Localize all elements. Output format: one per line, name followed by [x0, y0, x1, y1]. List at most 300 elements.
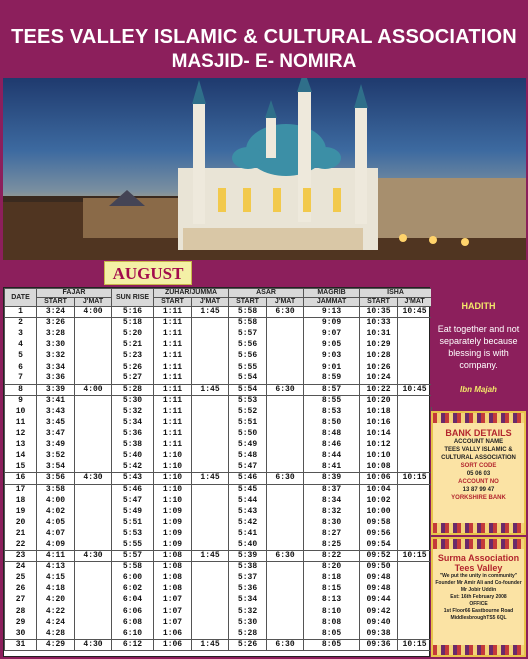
cell-date: 16: [5, 473, 37, 484]
cell-sunrise: 5:30: [112, 395, 154, 406]
cell-isha-jmat: [398, 429, 432, 440]
cell-fajar-jmat: 4:30: [75, 473, 112, 484]
cell-asar-jmat: [267, 395, 304, 406]
cell-fajar-jmat: [75, 484, 112, 495]
cell-fajar-start: 4:20: [37, 595, 75, 606]
header-isha: ISHA: [360, 289, 432, 298]
side-panel: [431, 287, 526, 657]
cell-isha-jmat: [398, 362, 432, 373]
cell-zuhar-start: 1:11: [154, 307, 192, 318]
cell-magrib-jammat: 9:13: [304, 307, 360, 318]
cell-asar-start: 5:39: [229, 551, 267, 562]
cell-date: 3: [5, 329, 37, 340]
cell-fajar-jmat: [75, 562, 112, 573]
cell-fajar-start: 4:18: [37, 584, 75, 595]
subheader-start: START: [154, 298, 192, 307]
cell-isha-jmat: [398, 506, 432, 517]
hadith-text: Eat together and not separately because blessing is with company.: [437, 324, 520, 370]
cell-zuhar-jmat: [192, 440, 229, 451]
account-no-label: ACCOUNT NO: [458, 479, 499, 485]
cell-zuhar-jmat: 1:45: [192, 384, 229, 395]
cell-isha-jmat: 10:45: [398, 307, 432, 318]
cell-asar-jmat: 6:30: [267, 551, 304, 562]
cell-date: 20: [5, 517, 37, 528]
prayer-times-table: [4, 288, 432, 651]
cell-date: 5: [5, 351, 37, 362]
cell-date: 18: [5, 495, 37, 506]
cell-asar-start: 5:32: [229, 606, 267, 617]
cell-isha-jmat: [398, 395, 432, 406]
hadith-source: Ibn Majah: [460, 385, 497, 394]
cell-isha-jmat: [398, 484, 432, 495]
table-row: [5, 417, 432, 428]
cell-zuhar-start: 1:11: [154, 406, 192, 417]
table-row: [5, 384, 432, 395]
cell-isha-jmat: [398, 573, 432, 584]
table-row: [5, 606, 432, 617]
cell-asar-start: 5:54: [229, 373, 267, 384]
cell-isha-start: 10:18: [360, 406, 398, 417]
cell-zuhar-jmat: [192, 329, 229, 340]
month-label: AUGUST: [104, 261, 192, 285]
cell-isha-start: 09:36: [360, 639, 398, 650]
table-row: [5, 551, 432, 562]
cell-date: 14: [5, 451, 37, 462]
cell-asar-start: 5:42: [229, 517, 267, 528]
cell-sunrise: 5:46: [112, 484, 154, 495]
cell-zuhar-jmat: [192, 495, 229, 506]
cell-zuhar-start: 1:10: [154, 462, 192, 473]
cell-date: 7: [5, 373, 37, 384]
cell-date: 2: [5, 318, 37, 329]
cell-fajar-start: 4:07: [37, 528, 75, 539]
cell-zuhar-start: 1:06: [154, 639, 192, 650]
surma-motto: "We put the unity in community": [439, 573, 518, 579]
surma-address-2: MiddlesbroughTS5 6QL: [450, 615, 507, 621]
cell-asar-start: 5:26: [229, 639, 267, 650]
cell-zuhar-jmat: [192, 573, 229, 584]
cell-magrib-jammat: 8:57: [304, 384, 360, 395]
cell-sunrise: 5:36: [112, 429, 154, 440]
cell-fajar-jmat: [75, 440, 112, 451]
cell-fajar-start: 4:11: [37, 551, 75, 562]
cell-isha-jmat: [398, 495, 432, 506]
cell-fajar-start: 4:15: [37, 573, 75, 584]
cell-isha-jmat: [398, 351, 432, 362]
cell-asar-jmat: [267, 417, 304, 428]
cell-zuhar-jmat: [192, 617, 229, 628]
cell-asar-jmat: [267, 562, 304, 573]
cell-fajar-jmat: [75, 451, 112, 462]
cell-isha-jmat: [398, 617, 432, 628]
cell-zuhar-start: 1:11: [154, 395, 192, 406]
cell-fajar-jmat: [75, 528, 112, 539]
cell-asar-start: 5:55: [229, 362, 267, 373]
cell-sunrise: 5:58: [112, 562, 154, 573]
subheader-start: START: [229, 298, 267, 307]
cell-zuhar-jmat: [192, 595, 229, 606]
table-row: [5, 451, 432, 462]
cell-fajar-jmat: [75, 318, 112, 329]
cell-sunrise: 5:47: [112, 495, 154, 506]
cell-isha-start: 10:24: [360, 373, 398, 384]
cell-zuhar-jmat: [192, 462, 229, 473]
cell-sunrise: 6:08: [112, 617, 154, 628]
cell-sunrise: 5:49: [112, 506, 154, 517]
cell-isha-jmat: 10:15: [398, 473, 432, 484]
cell-date: 27: [5, 595, 37, 606]
cell-isha-jmat: [398, 417, 432, 428]
table-row: [5, 351, 432, 362]
cell-fajar-start: 4:00: [37, 495, 75, 506]
cell-fajar-jmat: [75, 429, 112, 440]
cell-asar-start: 5:49: [229, 440, 267, 451]
subheader-jmat: J'MAT: [398, 298, 432, 307]
cell-date: 6: [5, 362, 37, 373]
cell-fajar-jmat: [75, 351, 112, 362]
cell-sunrise: 5:40: [112, 451, 154, 462]
cell-sunrise: 5:26: [112, 362, 154, 373]
cell-magrib-jammat: 9:07: [304, 329, 360, 340]
cell-fajar-start: 3:52: [37, 451, 75, 462]
cell-asar-jmat: 6:30: [267, 384, 304, 395]
cell-magrib-jammat: 8:30: [304, 517, 360, 528]
cell-zuhar-jmat: 1:45: [192, 551, 229, 562]
cell-isha-start: 10:26: [360, 362, 398, 373]
cell-date: 10: [5, 406, 37, 417]
cell-zuhar-start: 1:11: [154, 362, 192, 373]
cell-zuhar-start: 1:11: [154, 384, 192, 395]
cell-magrib-jammat: 9:03: [304, 351, 360, 362]
cell-asar-jmat: [267, 329, 304, 340]
cell-zuhar-jmat: [192, 562, 229, 573]
cell-asar-start: 5:30: [229, 617, 267, 628]
table-row: [5, 329, 432, 340]
cell-isha-jmat: [398, 406, 432, 417]
decorative-border: [433, 539, 524, 549]
cell-zuhar-jmat: [192, 362, 229, 373]
cell-asar-jmat: [267, 440, 304, 451]
cell-date: 15: [5, 462, 37, 473]
cell-isha-start: 09:40: [360, 617, 398, 628]
cell-fajar-start: 3:41: [37, 395, 75, 406]
subheader-jmat: J'MAT: [75, 298, 112, 307]
cell-asar-jmat: [267, 506, 304, 517]
cell-zuhar-jmat: [192, 517, 229, 528]
cell-date: 8: [5, 384, 37, 395]
cell-asar-start: 5:50: [229, 429, 267, 440]
cell-isha-jmat: [398, 340, 432, 351]
table-row: [5, 395, 432, 406]
cell-magrib-jammat: 8:50: [304, 417, 360, 428]
cell-magrib-jammat: 8:27: [304, 528, 360, 539]
surma-founder: Founder Mr Amir Ali and Co-founder Mr Jobir Uddin: [435, 580, 522, 593]
cell-magrib-jammat: 8:39: [304, 473, 360, 484]
cell-zuhar-start: 1:08: [154, 562, 192, 573]
table-row: [5, 340, 432, 351]
table-row: [5, 506, 432, 517]
cell-isha-start: 10:08: [360, 462, 398, 473]
cell-sunrise: 5:38: [112, 440, 154, 451]
account-no: 13 87 99 47: [462, 487, 495, 493]
cell-fajar-jmat: [75, 329, 112, 340]
cell-sunrise: 6:04: [112, 595, 154, 606]
cell-fajar-start: 4:24: [37, 617, 75, 628]
cell-date: 28: [5, 606, 37, 617]
sort-code: 05 06 03: [466, 471, 491, 477]
cell-zuhar-jmat: [192, 340, 229, 351]
cell-isha-start: 10:33: [360, 318, 398, 329]
cell-fajar-start: 3:30: [37, 340, 75, 351]
cell-zuhar-start: 1:10: [154, 484, 192, 495]
cell-isha-start: 09:54: [360, 539, 398, 550]
cell-zuhar-start: 1:11: [154, 440, 192, 451]
table-row: [5, 639, 432, 650]
cell-date: 1: [5, 307, 37, 318]
cell-asar-jmat: [267, 484, 304, 495]
cell-asar-start: 5:58: [229, 307, 267, 318]
cell-zuhar-jmat: [192, 506, 229, 517]
cell-zuhar-start: 1:11: [154, 329, 192, 340]
cell-asar-start: 5:43: [229, 506, 267, 517]
cell-asar-jmat: [267, 351, 304, 362]
cell-fajar-jmat: [75, 406, 112, 417]
cell-zuhar-jmat: [192, 406, 229, 417]
cell-zuhar-jmat: [192, 351, 229, 362]
cell-fajar-start: 4:13: [37, 562, 75, 573]
cell-isha-jmat: 10:15: [398, 639, 432, 650]
header-date: DATE: [5, 289, 37, 307]
cell-fajar-start: 3:47: [37, 429, 75, 440]
cell-isha-start: 09:42: [360, 606, 398, 617]
cell-zuhar-start: 1:08: [154, 551, 192, 562]
surma-address-1: 1st Floor66 Eastbourne Road: [443, 608, 514, 614]
cell-asar-start: 5:58: [229, 318, 267, 329]
cell-asar-start: 5:52: [229, 406, 267, 417]
cell-date: 12: [5, 429, 37, 440]
cell-fajar-start: 3:49: [37, 440, 75, 451]
header-fajar: FAJAR: [37, 289, 112, 298]
cell-isha-jmat: 10:45: [398, 384, 432, 395]
cell-zuhar-start: 1:11: [154, 340, 192, 351]
cell-zuhar-jmat: [192, 417, 229, 428]
cell-asar-start: 5:40: [229, 539, 267, 550]
cell-isha-jmat: [398, 462, 432, 473]
cell-asar-jmat: [267, 462, 304, 473]
cell-fajar-start: 3:43: [37, 406, 75, 417]
cell-zuhar-jmat: 1:45: [192, 307, 229, 318]
cell-zuhar-start: 1:07: [154, 617, 192, 628]
table-row: [5, 628, 432, 639]
cell-isha-jmat: 10:15: [398, 551, 432, 562]
cell-isha-start: 10:12: [360, 440, 398, 451]
cell-magrib-jammat: 8:15: [304, 584, 360, 595]
account-name: TEES VALLY ISLAMIC & CULTURAL ASSOCIATION: [441, 447, 516, 461]
cell-magrib-jammat: 8:44: [304, 451, 360, 462]
cell-zuhar-start: 1:09: [154, 539, 192, 550]
cell-date: 25: [5, 573, 37, 584]
cell-zuhar-start: 1:08: [154, 584, 192, 595]
cell-sunrise: 5:16: [112, 307, 154, 318]
cell-fajar-start: 3:58: [37, 484, 75, 495]
cell-asar-jmat: [267, 617, 304, 628]
bank-name: YORKSHIRE BANK: [451, 495, 506, 501]
cell-asar-jmat: 6:30: [267, 307, 304, 318]
cell-zuhar-jmat: [192, 451, 229, 462]
cell-isha-jmat: [398, 373, 432, 384]
cell-asar-start: 5:37: [229, 573, 267, 584]
table-row: [5, 562, 432, 573]
header-asar: ASAR: [229, 289, 304, 298]
cell-isha-start: 10:04: [360, 484, 398, 495]
cell-zuhar-jmat: [192, 395, 229, 406]
cell-fajar-start: 3:32: [37, 351, 75, 362]
cell-isha-jmat: [398, 440, 432, 451]
cell-fajar-jmat: [75, 606, 112, 617]
cell-asar-start: 5:28: [229, 628, 267, 639]
cell-date: 19: [5, 506, 37, 517]
cell-fajar-start: 3:34: [37, 362, 75, 373]
cell-zuhar-start: 1:11: [154, 373, 192, 384]
cell-magrib-jammat: 8:41: [304, 462, 360, 473]
subheader-jammat: JAMMAT: [304, 298, 360, 307]
cell-asar-jmat: [267, 318, 304, 329]
cell-date: 30: [5, 628, 37, 639]
cell-sunrise: 5:42: [112, 462, 154, 473]
cell-date: 17: [5, 484, 37, 495]
cell-fajar-jmat: [75, 462, 112, 473]
cell-zuhar-jmat: [192, 584, 229, 595]
cell-isha-start: 09:44: [360, 595, 398, 606]
subheader-start: START: [360, 298, 398, 307]
cell-zuhar-jmat: [192, 628, 229, 639]
cell-asar-jmat: [267, 595, 304, 606]
cell-magrib-jammat: 8:20: [304, 562, 360, 573]
cell-fajar-jmat: [75, 495, 112, 506]
cell-asar-start: 5:45: [229, 484, 267, 495]
cell-fajar-start: 4:29: [37, 639, 75, 650]
cell-sunrise: 6:00: [112, 573, 154, 584]
table-row: [5, 539, 432, 550]
cell-isha-jmat: [398, 595, 432, 606]
cell-sunrise: 6:02: [112, 584, 154, 595]
cell-fajar-jmat: [75, 506, 112, 517]
table-row: [5, 307, 432, 318]
mosque-illustration: [3, 78, 526, 260]
cell-asar-jmat: [267, 362, 304, 373]
cell-date: 21: [5, 528, 37, 539]
cell-sunrise: 5:20: [112, 329, 154, 340]
cell-zuhar-jmat: 1:45: [192, 473, 229, 484]
cell-sunrise: 5:57: [112, 551, 154, 562]
cell-asar-start: 5:56: [229, 351, 267, 362]
cell-fajar-start: 4:22: [37, 606, 75, 617]
cell-fajar-start: 3:26: [37, 318, 75, 329]
cell-date: 29: [5, 617, 37, 628]
cell-asar-jmat: [267, 495, 304, 506]
cell-zuhar-start: 1:11: [154, 318, 192, 329]
cell-isha-start: 09:58: [360, 517, 398, 528]
table-row: [5, 362, 432, 373]
table-row: [5, 429, 432, 440]
cell-fajar-start: 4:02: [37, 506, 75, 517]
cell-zuhar-start: 1:08: [154, 573, 192, 584]
bank-details-box: [431, 411, 526, 535]
cell-sunrise: 5:21: [112, 340, 154, 351]
cell-magrib-jammat: 8:25: [304, 539, 360, 550]
cell-fajar-jmat: 4:30: [75, 551, 112, 562]
cell-zuhar-start: 1:09: [154, 517, 192, 528]
cell-asar-start: 5:53: [229, 395, 267, 406]
cell-isha-start: 09:48: [360, 573, 398, 584]
cell-date: 26: [5, 584, 37, 595]
table-row: [5, 573, 432, 584]
hadith-title: HADITH: [461, 301, 496, 311]
cell-zuhar-start: 1:10: [154, 495, 192, 506]
cell-date: 23: [5, 551, 37, 562]
cell-sunrise: 5:23: [112, 351, 154, 362]
cell-fajar-jmat: [75, 395, 112, 406]
cell-asar-jmat: [267, 340, 304, 351]
account-name-label: ACCOUNT NAME: [453, 439, 504, 445]
cell-date: 13: [5, 440, 37, 451]
cell-zuhar-start: 1:09: [154, 528, 192, 539]
cell-isha-start: 10:28: [360, 351, 398, 362]
sort-code-label: SORT CODE: [460, 463, 497, 469]
cell-fajar-jmat: [75, 417, 112, 428]
cell-zuhar-jmat: [192, 528, 229, 539]
cell-zuhar-jmat: [192, 429, 229, 440]
cell-fajar-start: 3:54: [37, 462, 75, 473]
cell-asar-jmat: 6:30: [267, 473, 304, 484]
cell-isha-start: 10:20: [360, 395, 398, 406]
cell-fajar-start: 3:24: [37, 307, 75, 318]
cell-isha-start: 10:16: [360, 417, 398, 428]
cell-date: 22: [5, 539, 37, 550]
cell-asar-start: 5:41: [229, 528, 267, 539]
cell-asar-start: 5:57: [229, 329, 267, 340]
table-row: [5, 528, 432, 539]
hadith-box: [431, 287, 526, 407]
cell-fajar-start: 4:05: [37, 517, 75, 528]
table-row: [5, 318, 432, 329]
cell-fajar-start: 3:56: [37, 473, 75, 484]
cell-magrib-jammat: 8:10: [304, 606, 360, 617]
cell-fajar-jmat: 4:00: [75, 307, 112, 318]
cell-zuhar-jmat: [192, 484, 229, 495]
cell-sunrise: 5:32: [112, 406, 154, 417]
table-row: [5, 473, 432, 484]
cell-asar-start: 5:34: [229, 595, 267, 606]
table-row: [5, 406, 432, 417]
surma-est: Est: 16th February 2008: [450, 594, 507, 600]
cell-magrib-jammat: 8:46: [304, 440, 360, 451]
cell-fajar-start: 3:45: [37, 417, 75, 428]
cell-fajar-start: 4:09: [37, 539, 75, 550]
cell-magrib-jammat: 9:01: [304, 362, 360, 373]
cell-isha-start: 10:06: [360, 473, 398, 484]
cell-fajar-jmat: [75, 539, 112, 550]
table-row: [5, 495, 432, 506]
cell-magrib-jammat: 8:53: [304, 406, 360, 417]
cell-isha-jmat: [398, 562, 432, 573]
cell-isha-start: 10:22: [360, 384, 398, 395]
cell-magrib-jammat: 8:48: [304, 429, 360, 440]
cell-isha-jmat: [398, 517, 432, 528]
cell-asar-jmat: [267, 606, 304, 617]
cell-zuhar-start: 1:07: [154, 595, 192, 606]
cell-fajar-jmat: 4:00: [75, 384, 112, 395]
